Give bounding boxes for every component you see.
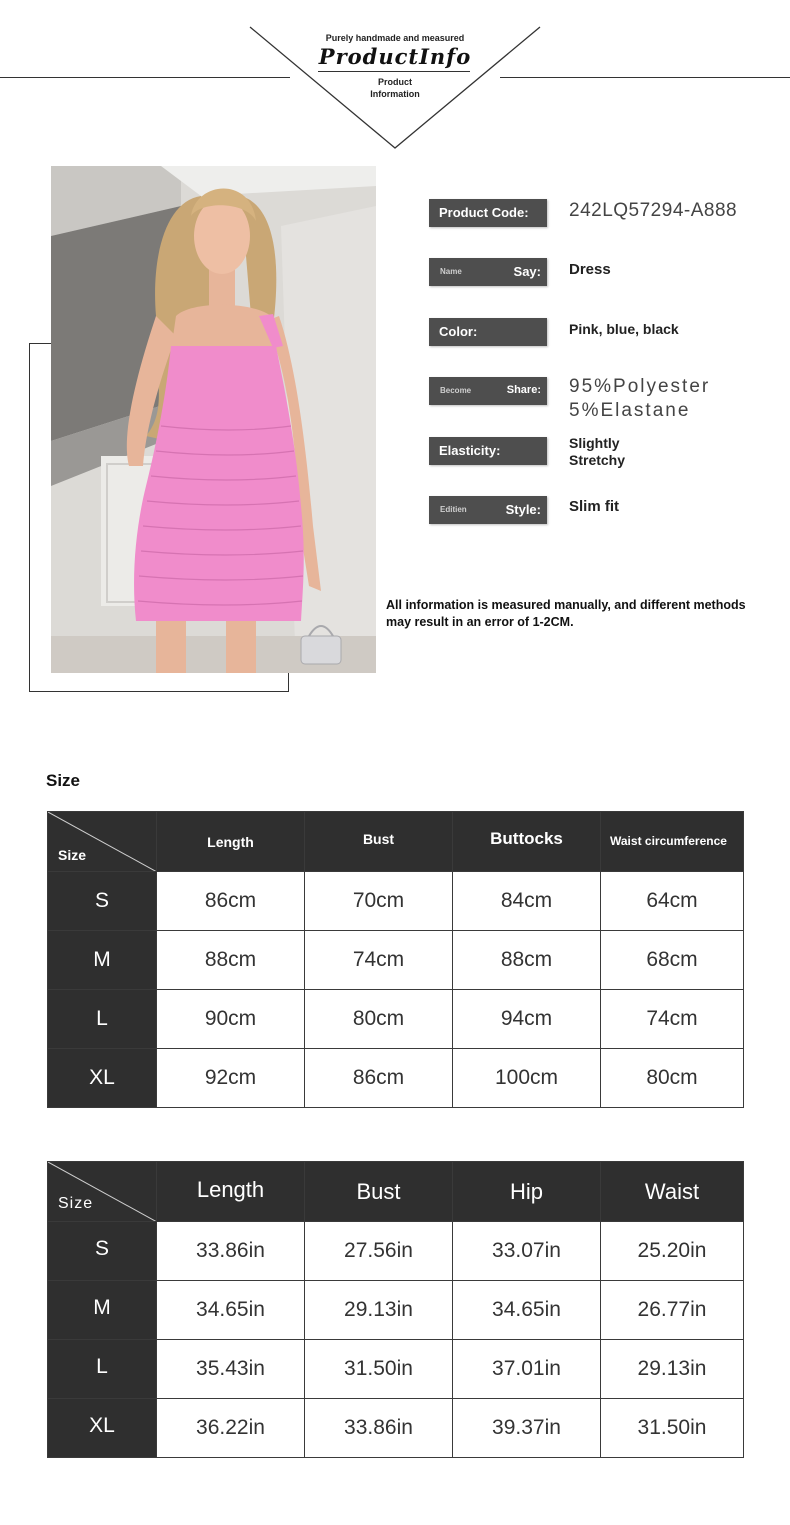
label-name	[429, 258, 547, 286]
size-table-cm-header-buttocks: Buttocks	[453, 812, 601, 872]
measurement-note: All information is measured manually, and different methods may result in an error of 1-2CM.	[386, 598, 746, 629]
label-product-code	[429, 199, 547, 227]
size-table-in-cell: 31.50in	[305, 1340, 453, 1399]
label-fabric-small: Become	[440, 386, 472, 395]
size-table-in-cell: 29.13in	[305, 1281, 453, 1340]
size-table-in-size: XL	[48, 1399, 157, 1458]
value-style: Slim fit	[569, 498, 620, 515]
label-name-text: Say:	[513, 264, 541, 279]
size-table-in-cell: 37.01in	[453, 1340, 601, 1399]
header-subtitle-line1: Product	[377, 77, 412, 87]
size-table-in-cell: 34.65in	[157, 1281, 305, 1340]
size-table-cm-cell: 88cm	[157, 931, 305, 990]
product-photo	[51, 166, 376, 673]
size-table-in-cell: 33.86in	[157, 1222, 305, 1281]
value-color: Pink, blue, black	[569, 321, 679, 337]
size-table-cm-cell: 64cm	[601, 872, 744, 931]
size-table-in-cell: 36.22in	[157, 1399, 305, 1458]
header-tagline: Purely handmade and measured	[325, 33, 465, 43]
label-elasticity	[429, 437, 547, 465]
size-table-cm-header-bust: Bust	[305, 812, 453, 872]
size-table-in-cell: 26.77in	[601, 1281, 744, 1340]
size-table-in-corner	[48, 1162, 157, 1222]
label-name-small: Name	[440, 267, 462, 276]
size-heading: Size	[46, 771, 81, 790]
header-title-underline	[318, 71, 470, 72]
size-table-in-cell: 27.56in	[305, 1222, 453, 1281]
size-table-in-cell: 25.20in	[601, 1222, 744, 1281]
value-fabric-line2: 5%Elastane	[569, 400, 691, 421]
size-table-cm-cell: 70cm	[305, 872, 453, 931]
size-table-cm-size: XL	[48, 1049, 157, 1108]
size-table-in-header-bust: Bust	[305, 1162, 453, 1222]
value-fabric-line1: 95%Polyester	[569, 376, 711, 397]
size-table-in-cell: 29.13in	[601, 1340, 744, 1399]
label-style-small: Editien	[440, 505, 467, 514]
header-subtitle-line2: Information	[370, 89, 420, 99]
size-table-cm-cell: 74cm	[305, 931, 453, 990]
size-table-cm-cell: 88cm	[453, 931, 601, 990]
size-table-in-cell: 35.43in	[157, 1340, 305, 1399]
size-table-cm-header-waist: Waist circumference	[601, 812, 744, 872]
label-color	[429, 318, 547, 346]
label-color-text: Color:	[439, 324, 478, 339]
size-table-cm-header-length: Length	[157, 812, 305, 872]
size-table-in-header-waist: Waist	[601, 1162, 744, 1222]
value-name: Dress	[569, 261, 611, 278]
size-table-cm-cell: 90cm	[157, 990, 305, 1049]
header-title: ProductInfo	[318, 44, 472, 69]
size-table-cm-corner-label: Size	[58, 847, 87, 863]
size-table-cm-cell: 84cm	[453, 872, 601, 931]
size-table-cm-cell: 100cm	[453, 1049, 601, 1108]
size-table-cm-cell: 80cm	[305, 990, 453, 1049]
label-product-code-text: Product Code:	[439, 205, 529, 220]
label-style	[429, 496, 547, 524]
size-table-in-header-length: Length	[157, 1162, 305, 1222]
label-elasticity-text: Elasticity:	[439, 443, 501, 458]
label-style-text: Style:	[505, 502, 541, 517]
size-table-cm-corner	[48, 812, 157, 872]
size-table-in-cell: 33.86in	[305, 1399, 453, 1458]
size-table-cm-cell: 92cm	[157, 1049, 305, 1108]
size-table-in-header-hip: Hip	[453, 1162, 601, 1222]
size-table-in-size: M	[48, 1281, 157, 1340]
size-table-cm-cell: 74cm	[601, 990, 744, 1049]
size-table-cm-cell: 94cm	[453, 990, 601, 1049]
size-table-cm-cell: 80cm	[601, 1049, 744, 1108]
value-elasticity-line2: Stretchy	[569, 452, 626, 468]
size-table-in-size: L	[48, 1340, 157, 1399]
size-table-in-cell: 34.65in	[453, 1281, 601, 1340]
size-table-in-cell: 33.07in	[453, 1222, 601, 1281]
size-table-cm	[47, 811, 744, 1108]
value-elasticity	[569, 435, 625, 469]
value-product-code: 242LQ57294-A888	[569, 200, 738, 221]
size-table-cm-cell: 68cm	[601, 931, 744, 990]
size-table-cm-cell: 86cm	[157, 872, 305, 931]
size-table-in-size: S	[48, 1222, 157, 1281]
size-table-cm-size: M	[48, 931, 157, 990]
size-table-cm-size: S	[48, 872, 157, 931]
size-table-cm-cell: 86cm	[305, 1049, 453, 1108]
value-elasticity-line1: Slightly	[569, 435, 620, 451]
size-table-cm-size: L	[48, 990, 157, 1049]
size-table-in	[47, 1161, 744, 1458]
size-table-in-cell: 39.37in	[453, 1399, 601, 1458]
size-table-in-cell: 31.50in	[601, 1399, 744, 1458]
label-fabric	[429, 377, 547, 405]
product-photo-illustration	[51, 166, 376, 673]
header-subtitle	[340, 76, 450, 100]
value-fabric	[569, 375, 710, 423]
label-fabric-text: Share:	[506, 384, 541, 396]
size-table-in-corner-label: Size	[58, 1195, 94, 1212]
